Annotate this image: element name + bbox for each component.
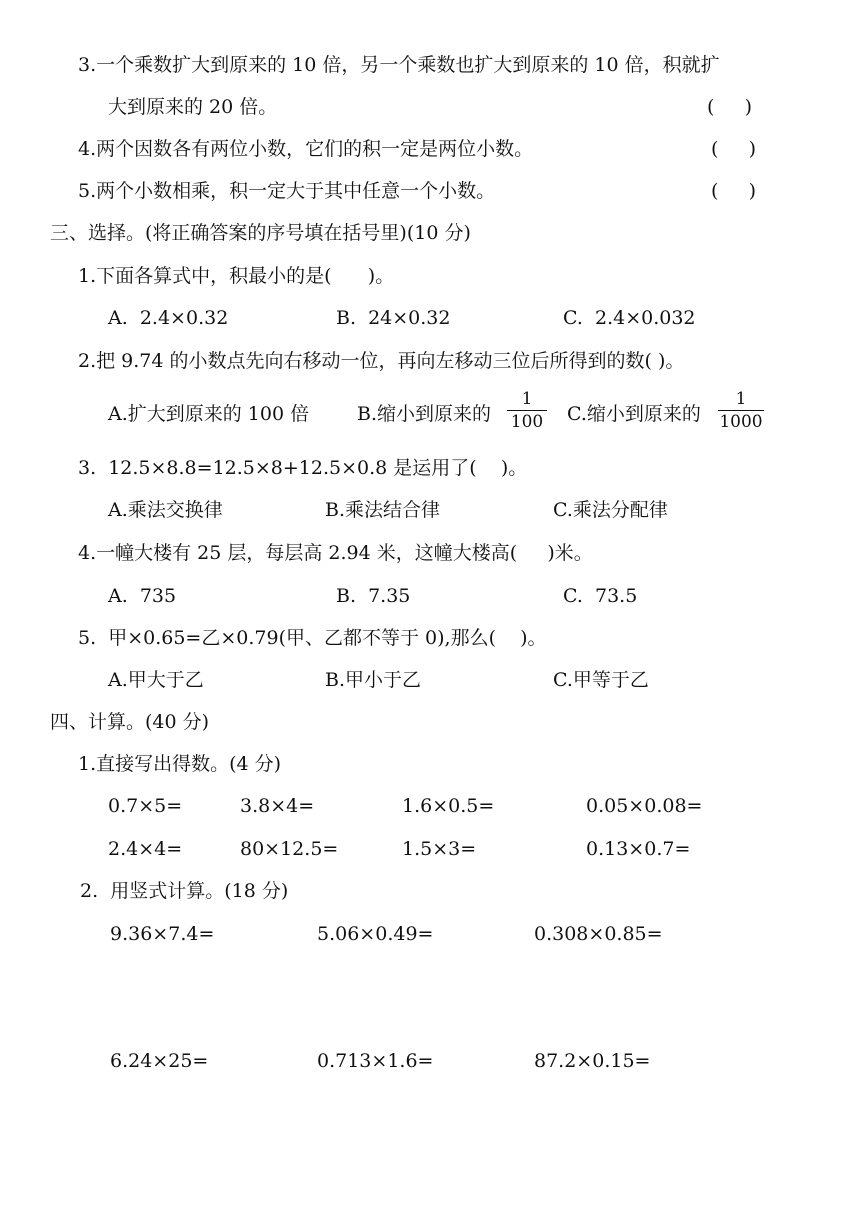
vertical-calc-item: 9.36×7.4= (110, 923, 215, 945)
judge-q5: 5.两个小数相乘，积一定大于其中任意一个小数。 (78, 180, 496, 202)
choice-q5-stem: 5. 甲×0.65=乙×0.79(甲、乙都不等于 0),那么( )。 (78, 627, 547, 649)
choice-q4-stem: 4.一幢大楼有 25 层，每层高 2.94 米，这幢大楼高( )米。 (78, 542, 593, 564)
choice-option: B.乘法结合律 (325, 499, 441, 521)
answer-bracket: ( ) (707, 96, 753, 118)
oral-calc-item: 0.7×5= (108, 795, 183, 817)
choice-option: B.缩小到原来的 (357, 403, 492, 425)
fraction-denominator: 100 (510, 412, 544, 432)
fraction-numerator: 1 (521, 389, 533, 409)
oral-calc-item: 1.5×3= (402, 838, 477, 860)
section-title: 三、选择。(将正确答案的序号填在括号里)(10 分) (50, 222, 471, 244)
choice-option: A. 735 (108, 585, 177, 607)
choice-option: A. 2.4×0.32 (108, 307, 229, 329)
choice-option: A.甲大于乙 (108, 669, 204, 691)
oral-calc-item: 2.4×4= (108, 838, 183, 860)
fraction-bar (507, 410, 547, 411)
choice-option: B. 24×0.32 (336, 307, 451, 329)
judge-q3-line1: 3.一个乘数扩大到原来的 10 倍，另一个乘数也扩大到原来的 10 倍，积就扩 (78, 54, 720, 76)
answer-bracket: ( ) (711, 180, 757, 202)
vertical-calc-item: 0.308×0.85= (534, 923, 663, 945)
oral-calc-item: 0.13×0.7= (586, 838, 691, 860)
choice-option: B. 7.35 (336, 585, 411, 607)
answer-bracket: ( ) (711, 138, 757, 160)
choice-option: C.缩小到原来的 (567, 403, 701, 425)
choice-option: C.乘法分配律 (553, 499, 668, 521)
choice-option: C. 73.5 (563, 585, 638, 607)
oral-calc-item: 1.6×0.5= (402, 795, 495, 817)
calc-part2-title: 2. 用竖式计算。(18 分) (80, 880, 289, 902)
fraction-numerator: 1 (735, 389, 747, 409)
vertical-calc-item: 5.06×0.49= (317, 923, 434, 945)
oral-calc-item: 0.05×0.08= (586, 795, 703, 817)
choice-option: B.甲小于乙 (325, 669, 422, 691)
vertical-calc-item: 87.2×0.15= (534, 1050, 651, 1072)
vertical-calc-item: 6.24×25= (110, 1050, 209, 1072)
judge-q4: 4.两个因数各有两位小数，它们的积一定是两位小数。 (78, 138, 534, 160)
choice-option: A.乘法交换律 (108, 499, 223, 521)
fraction (507, 389, 547, 432)
choice-option: C. 2.4×0.032 (563, 307, 696, 329)
choice-option: A.扩大到原来的 100 倍 (108, 403, 310, 425)
vertical-calc-item: 0.713×1.6= (317, 1050, 434, 1072)
fraction-bar (718, 410, 764, 411)
oral-calc-item: 80×12.5= (240, 838, 339, 860)
choice-q1-stem: 1.下面各算式中，积最小的是( )。 (78, 265, 395, 287)
calc-part1-title: 1.直接写出得数。(4 分) (78, 753, 282, 775)
judge-q3-line2: 大到原来的 20 倍。 (108, 96, 278, 118)
choice-q3-stem: 3. 12.5×8.8=12.5×8+12.5×0.8 是运用了( )。 (78, 457, 528, 479)
oral-calc-item: 3.8×4= (240, 795, 315, 817)
fraction (718, 389, 764, 432)
section-title: 四、计算。(40 分) (50, 711, 210, 733)
choice-option: C.甲等于乙 (553, 669, 649, 691)
fraction-denominator: 1000 (719, 412, 763, 432)
choice-q2-stem: 2.把 9.74 的小数点先向右移动一位，再向左移动三位后所得到的数( )。 (78, 350, 685, 372)
